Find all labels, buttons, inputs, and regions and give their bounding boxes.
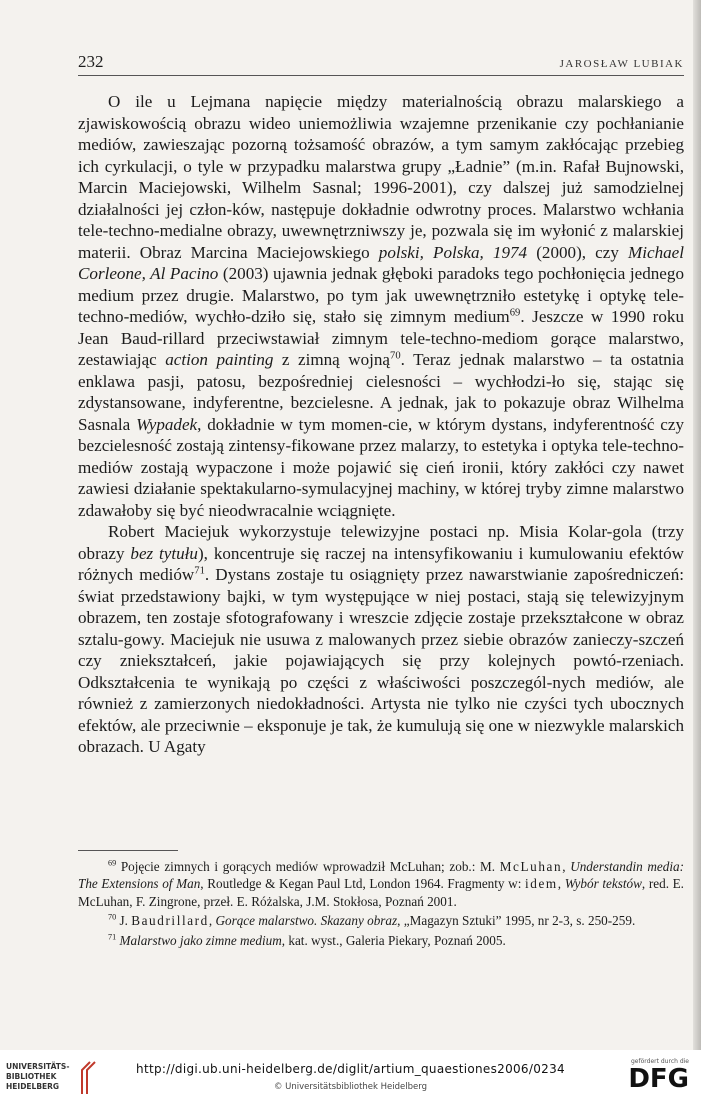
text-run: . Dystans zostaje tu osiągnięty przez nawarstwianie zapośredniczeń: świat przedstawiony bajki, w tym występujące w niej postaci, stają się telewizyjnym obrazem, ten zostaje sfotografowany i wreszcie zdjęcie zostaje przekształcone w obraz sztalu-gowy. Maciejuk nie usuwa z malowanych przez siebie obrazów zanieczy-szczeń czy zniekształceń, jakie pojawiających się przy kolejnych powtó-rzeniach. Odkształcenia te wynikają po części z właściwości poszczegól-nych mediów, ale również z zamierzonych niedokładności. Artysta nie tylko nie czyści tych ubocznych efektów, ale przeciwnie – eksponuje je tak, że kumulują się one w niezwykle malarskich obrazach. U Agaty xyxy=(78,565,684,756)
footnote-71 xyxy=(78,932,684,949)
library-name-line: HEIDELBERG xyxy=(6,1082,60,1091)
book-title: Understandin media: The Extensions of Man xyxy=(78,859,685,892)
text-run: , red. E. McLuhan, F. Zingrone, przeł. E. Różalska, J.M. Stokłosa, Poznań 2001. xyxy=(78,876,684,909)
funding-caption: gefördert durch die xyxy=(631,1058,689,1065)
catalogue-title: Malarstwo jako zimne medium xyxy=(119,932,282,948)
body-text xyxy=(78,91,684,758)
text-run: , xyxy=(557,876,565,892)
book-title: Wybór tekstów xyxy=(564,876,642,892)
paragraph-1 xyxy=(78,91,684,521)
footnote-70 xyxy=(78,912,684,929)
footnote-ref-71[interactable]: 71 xyxy=(194,565,205,577)
page-number: 232 xyxy=(78,52,104,71)
footnote-number: 70 xyxy=(108,912,117,922)
copyright-notice: © Universitätsbibliothek Heidelberg xyxy=(273,1082,427,1092)
artwork-title: polski, Polska, 1974 xyxy=(378,242,528,262)
text-run: . Jeszcze w 1990 roku Jean Baud-rillard przeciwstawiał zimnym tele-techno-mediom gorące malarstwo, zestawiając xyxy=(78,307,684,369)
text-run: , xyxy=(208,913,216,929)
digitization-footer xyxy=(0,1050,701,1104)
artwork-title: Michael Corleone, Al Pacino xyxy=(78,242,685,283)
dfg-logo: DFG xyxy=(628,1064,689,1094)
artwork-title: Wypadek xyxy=(136,414,198,434)
text-run: Robert Maciejuk wykorzystuje telewizyjne postaci np. Misia Kolar-gola (trzy obrazy xyxy=(78,522,684,563)
text-run: , xyxy=(562,859,571,874)
author-name: idem xyxy=(525,876,558,892)
running-head: JAROSŁAW LUBIAK xyxy=(559,58,684,70)
artwork-title: bez tytułu xyxy=(130,543,198,563)
footnote-rule xyxy=(78,850,178,851)
text-run: Pojęcie zimnych i gorących mediów wprowadził McLuhan; zob.: M. xyxy=(116,859,500,874)
text-run: , dokładnie w tym momen-cie, w którym dystans, indyferentność czy bezcielesność zostają zintensy-fikowane przez malarzy, to estetyka i optyka tele-techno-mediów zostają wypaczone i może pojawić się cień ironii, który zakłóci czy nawet zawiesi działanie spektakularno-symulacyjnej machiny, w której tryby zimne malarstwo zdawałoby się być nieodwracalnie wciągnięte. xyxy=(78,414,684,520)
page-header xyxy=(78,52,684,72)
text-run: ), koncentruje się raczej na intensyfikowaniu i kumulowaniu efektów różnych mediów xyxy=(78,543,685,584)
library-name-line: BIBLIOTHEK xyxy=(6,1072,57,1081)
text-run: (2000), czy xyxy=(527,242,628,262)
footnote-69 xyxy=(78,858,684,910)
funder-block xyxy=(628,1058,689,1093)
text-run: , „Magazyn Sztuki” 1995, nr 2-3, s. 250-259. xyxy=(397,913,636,929)
author-name: McLuhan xyxy=(499,859,563,874)
text-run: z zimną wojną xyxy=(273,350,391,369)
italic-term: action painting xyxy=(165,350,274,369)
text-run: J. xyxy=(116,913,132,929)
author-name: Baudrillard xyxy=(131,913,209,929)
footnotes xyxy=(78,858,684,951)
footnote-number: 71 xyxy=(108,932,117,942)
text-run: . Teraz jednak malarstwo – ta ostatnia enklawa pasji, patosu, bezpośredniej cielesności – wychłodzi-ło się, stając się zdystansowane, indyferentne, bezcielesne. A jednak, jak to pokazuje obraz Wilhelma Sasnala xyxy=(78,350,684,434)
text-run: , kat. wyst., Galeria Piekary, Poznań 2005. xyxy=(281,932,506,948)
text-run: (2003) ujawnia jednak głęboki paradoks tego pochłonięcia jednego medium przez drugie. Malarstwo, po tym jak uwewnętrzniło estetykę i optykę tele-techno-mediów, wychło-dziło się, stało się zimnym medium xyxy=(78,264,684,326)
text-run: , Routledge & Kegan Paul Ltd, London 1964. Fragmenty w: xyxy=(200,876,526,892)
footnote-ref-70[interactable]: 70 xyxy=(390,350,401,362)
article-title: Gorące malarstwo. Skazany obraz xyxy=(215,913,398,929)
text-run: O ile u Lejmana napięcie między materialnością obrazu malarskiego a zjawiskowością obrazu wideo uniemożliwia wzajemne przenikanie czy pochłanianie mediów, zawieszając pozorną tożsamość obrazów, a tym samym zakłócając przebieg ich cyrkulacji, o tyle w przypadku malarstwa grupy „Ładnie” (m.in. Rafał Bujnowski, Marcin Maciejowski, Wilhelm Sasnal; 1996-2001), czy dalszej już samodzielnej działalności jej człon-ków, następuje dokładnie odwrotny proces. Malarstwo wchłania tele-techno-medialne obrazy, uwewnętrzniwszy je, pozwala się im wyłonić z malarskiej materii. Obraz Marcina Maciejowskiego xyxy=(78,92,684,262)
footnote-ref-69[interactable]: 69 xyxy=(509,307,521,319)
footnote-number: 69 xyxy=(108,858,117,868)
library-name-line: UNIVERSITÄTS- xyxy=(6,1062,70,1071)
header-rule xyxy=(78,75,684,76)
paragraph-2 xyxy=(78,521,684,758)
page-url-link[interactable]: http://digi.ub.uni-heidelberg.de/diglit/artium_quaestiones2006/0234 xyxy=(136,1062,565,1076)
